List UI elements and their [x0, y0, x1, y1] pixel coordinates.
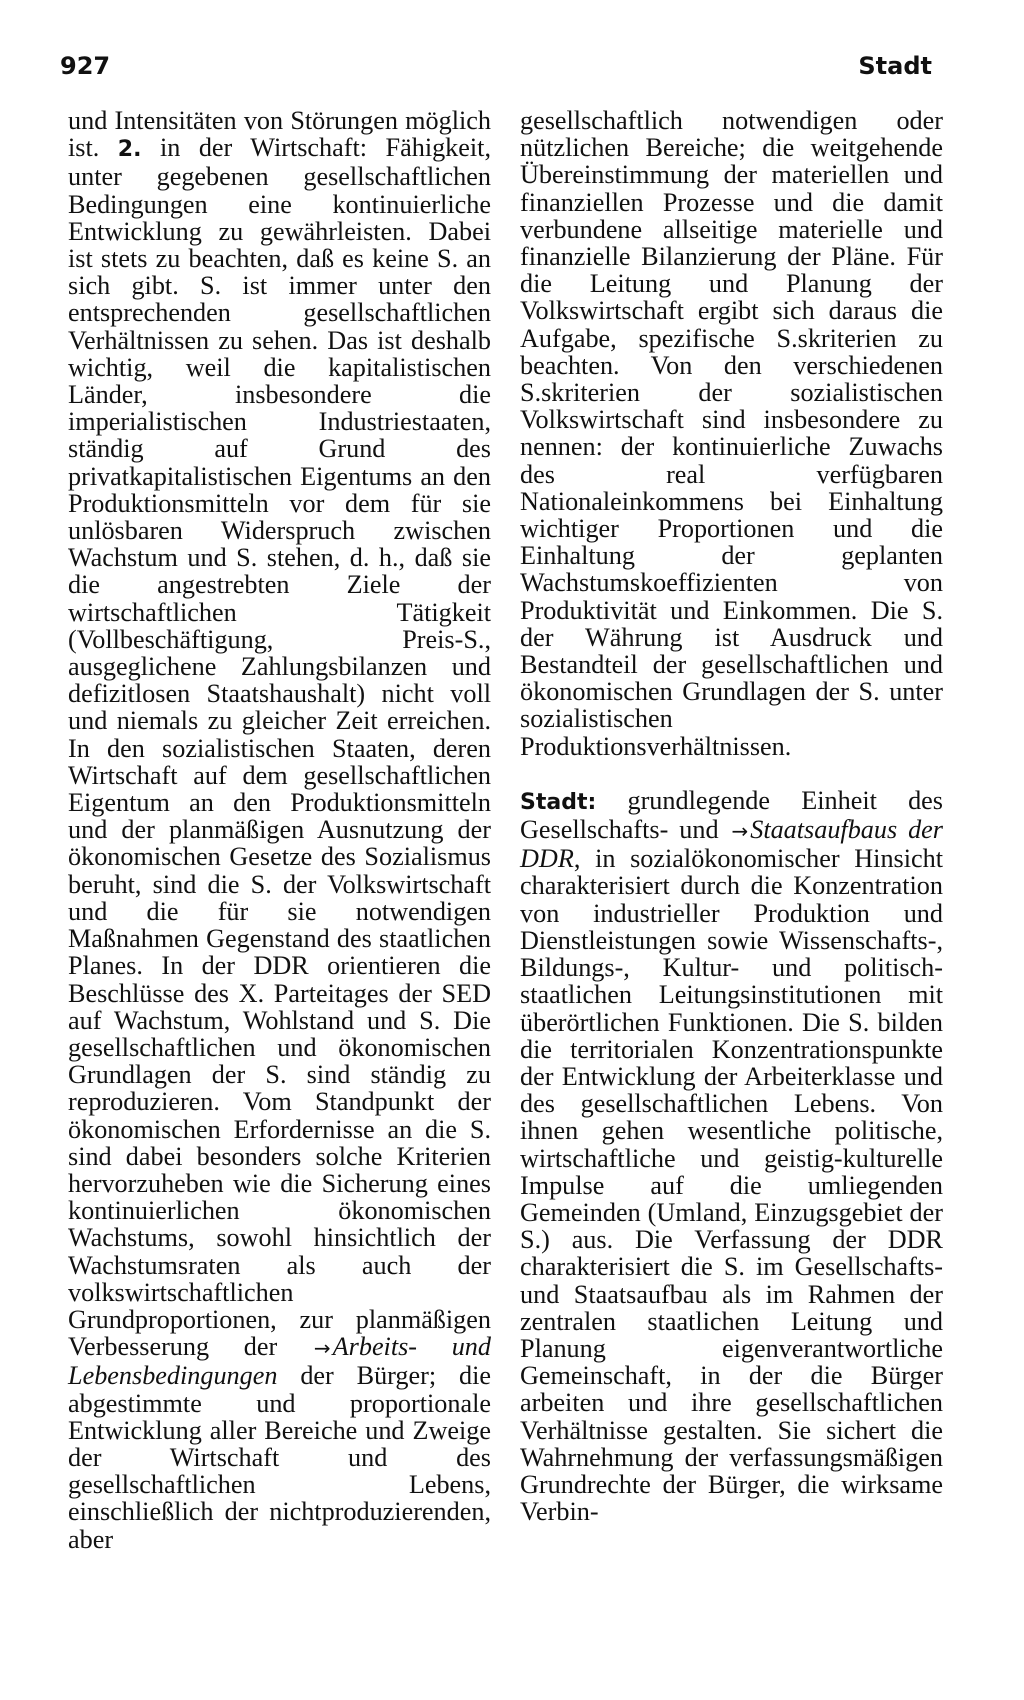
entry-stabilitaet-end: gesellschaftlich notwendigen oder nützlichen Bereiche; die weitgehende Übereinstimmung der materiellen und finanziellen Prozesse und die damit verbundene allseitige materielle und finanzielle Bilanzierung der Pläne. Für die Leitung und Planung der Volkswirtschaft ergibt sich daraus die Aufgabe, spezifische S.skriterien zu beachten. Von den verschiedenen S.skriterien der sozialistischen Volkswirtschaft sind insbesondere zu nennen: der kontinuierliche Zuwachs des real verfügbaren Nationaleinkommens bei Einhaltung wichtiger Proportionen und die Einhaltung der geplanten Wachstumskoeffizienten von Produktivität und Einkommen. Die S. der Währung ist Ausdruck und Bestandteil der gesellschaftlichen und ökonomischen Grundlagen der S. unter sozialistischen Produktionsverhältnissen.: [520, 106, 943, 761]
entry-stadt: [520, 787, 943, 1525]
text-segment: in der Wirtschaft: Fähigkeit, unter gegebenen gesellschaftlichen Bedingungen eine kontinuierliche Entwicklung zu gewährleisten. Dabei ist stets zu beachten, daß es keine S. an sich gibt. S. ist immer unter den entsprechenden gesellschaftlichen Verhältnissen zu sehen. Das ist deshalb wichtig, weil die kapitalistischen Länder, insbesondere die imperialistischen Industriestaaten, ständig auf Grund des privatkapitalistischen Eigentums an den Produktionsmitteln vor dem für sie unlösbaren Widerspruch zwischen Wachstum und S. stehen, d. h., daß sie die angestrebten Ziele der wirtschaftlichen Tätigkeit (Vollbeschäftigung, Preis-S., ausgeglichene Zahlungsbilanzen und defizitlosen Staatshaushalt) nicht voll und niemals zu gleicher Zeit erreichen. In den sozialistischen Staaten, deren Wirtschaft auf dem gesellschaftlichen Eigentum an den Produktionsmitteln und der planmäßigen Ausnutzung der ökonomischen Gesetze des Sozialismus beruht, sind die S. der Volkswirtschaft und die für sie notwendigen Maßnahmen Gegenstand des staatlichen Planes. In der DDR orientieren die Beschlüsse des X. Parteitages der SED auf Wachstum, Wohlstand und S. Die gesellschaftlichen und ökonomischen Grundlagen der S. sind ständig zu reproduzieren. Vom Standpunkt der ökonomischen Erfordernisse an die S. sind dabei besonders solche Kriterien hervorzuheben wie die Sicherung eines kontinuierlichen ökonomischen Wachstums, sowohl hinsichtlich der Wachstumsraten als auch der volkswirtschaftlichen Grundproportionen, zur planmäßigen Verbesserung der: [68, 133, 491, 1362]
running-head: Stadt: [858, 52, 932, 80]
left-column: [68, 107, 491, 1553]
cross-reference-arrow-icon: →: [731, 819, 749, 844]
cross-reference-arrow-icon: →: [313, 1336, 331, 1361]
text-segment: grundlegende Einheit des Gesellschafts- und: [520, 785, 943, 845]
entry-headword: Stadt:: [520, 789, 597, 815]
page-number: 927: [60, 52, 111, 80]
cross-reference-link[interactable]: Staatsaufbaus der DDR: [520, 815, 943, 874]
page-header: [60, 52, 932, 86]
text-segment: und Intensitäten von Störungen möglich ist.: [68, 106, 491, 163]
entry-stabilitaet-continuation: [68, 107, 491, 1553]
sense-number: 2.: [117, 137, 142, 163]
right-column: [520, 107, 943, 1525]
cross-reference-link[interactable]: Arbeits- und Lebensbedingungen: [68, 1332, 491, 1391]
text-segment: der Bürger; die abgestimmte und proportionale Entwicklung aller Bereiche und Zweige der Wirtschaft und des gesellschaftlichen Lebens, einschließlich der nichtproduzierenden, aber: [68, 1361, 491, 1554]
text-segment: , in sozialökonomischer Hinsicht charakterisiert durch die Konzentration von industrieller Produktion und Dienstleistungen sowie Wissenschafts-, Bildungs-, Kultur- und politisch-staatlichen Leitungsinstitutionen mit überörtlichen Funktionen. Die S. bilden die territorialen Konzentrationspunkte der Entwicklung der Arbeiterklasse und des gesellschaftlichen Lebens. Von ihnen gehen wesentliche politische, wirtschaftliche und geistig-kulturelle Impulse auf die umliegenden Gemeinden (Umland, Einzugsgebiet der S.) aus. Die Verfassung der DDR charakterisiert die S. im Gesellschafts- und Staatsaufbau als im Rahmen der zentralen staatlichen Leitung und Planung eigenverantwortliche Gemeinschaft, in der die Bürger arbeiten und ihre gesellschaftlichen Verhältnisse gestalten. Sie sichert die Wahrnehmung der verfassungsmäßigen Grundrechte der Bürger, die wirksame Verbin-: [520, 844, 943, 1527]
